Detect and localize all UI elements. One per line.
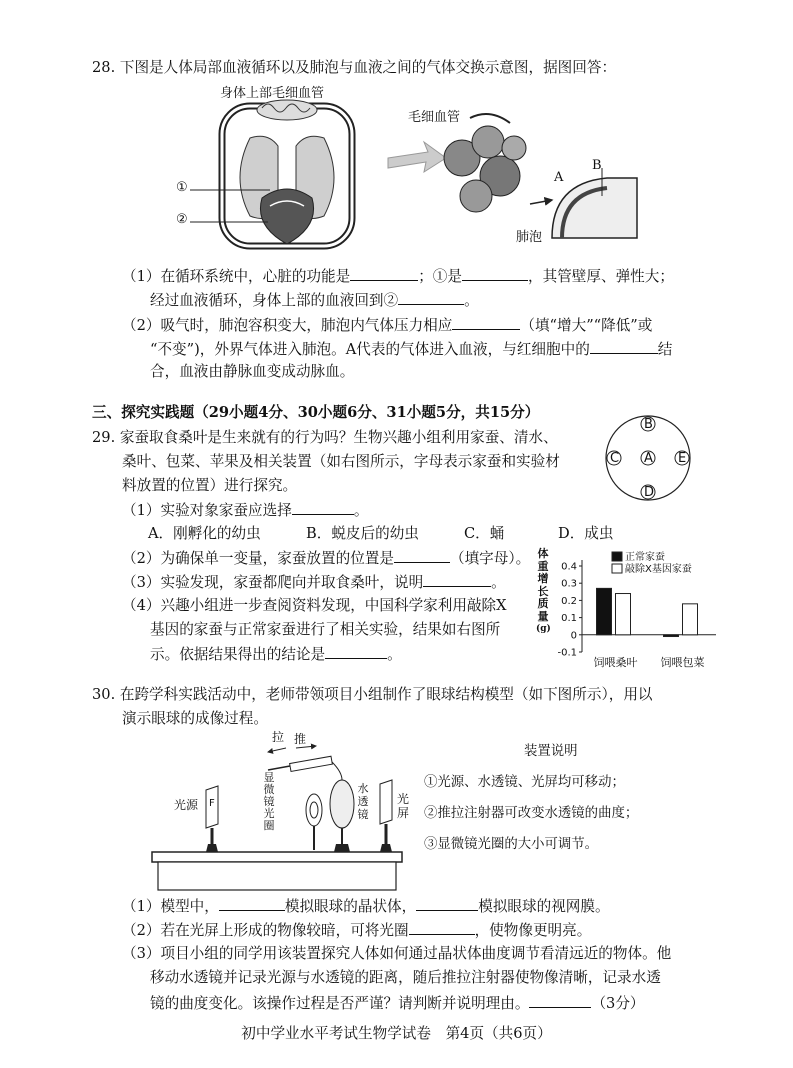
fig-aperture-label: 显 微 镜 光 圈 bbox=[263, 771, 275, 832]
answer-blank[interactable] bbox=[452, 315, 520, 330]
circulation-diagram bbox=[170, 78, 640, 258]
ylabel-char: 长 bbox=[537, 584, 549, 598]
legend-label: 敲除X基因家蚕 bbox=[625, 564, 692, 575]
fig-A-label: A bbox=[554, 170, 564, 185]
q29-p2 bbox=[122, 548, 530, 569]
q30-p3-score: （3分） bbox=[591, 995, 645, 1012]
dish-E: E bbox=[678, 451, 687, 466]
q29-stem1: 29. 家蚕取食桑叶是生来就有的行为吗？生物兴趣小组利用家蚕、清水、 bbox=[92, 429, 558, 446]
ylabel-char: 体 bbox=[537, 547, 549, 560]
answer-blank[interactable] bbox=[219, 896, 285, 911]
answer-blank[interactable] bbox=[409, 920, 475, 935]
dish-A: A bbox=[644, 451, 653, 466]
q30-p3-line1: （3）项目小组的同学用该装置探究人体如何通过晶状体曲度调节看清远近的物体。他 bbox=[122, 945, 672, 962]
note-1: ①光源、水透镜、光屏均可移动； bbox=[424, 775, 625, 790]
q30-p1-text-a: （1）模型中， bbox=[122, 898, 219, 915]
notes-title: 装置说明 bbox=[524, 744, 578, 759]
q29-p4-line1: （4）兴趣小组进一步查阅资料发现，中国科学家利用敲除X bbox=[122, 597, 507, 614]
dish-C: C bbox=[610, 451, 620, 466]
fig-push-label: 推 bbox=[294, 732, 307, 746]
q29-p4-end: 。 bbox=[387, 646, 402, 663]
answer-blank[interactable] bbox=[416, 896, 478, 911]
q29-p3-text: （3）实验发现，家蚕都爬向并取食桑叶，说明 bbox=[122, 574, 424, 591]
bar bbox=[616, 594, 631, 635]
q30-p2 bbox=[122, 920, 591, 941]
q29-p1-end: 。 bbox=[353, 502, 369, 519]
y-tick-label: 0.1 bbox=[561, 613, 577, 625]
q28-p2-line2 bbox=[150, 339, 672, 360]
eye-model-figure bbox=[150, 728, 420, 898]
ylabel-char: (g) bbox=[536, 624, 551, 634]
answer-blank[interactable] bbox=[350, 266, 418, 281]
answer-blank[interactable] bbox=[325, 644, 387, 659]
q29-p1 bbox=[122, 500, 368, 521]
answer-blank[interactable] bbox=[398, 290, 464, 305]
q30-p2-text-a: （2）若在光屏上形成的物像较暗，可将光圈 bbox=[122, 922, 409, 939]
legend-swatch bbox=[612, 564, 622, 573]
y-tick-label: 0 bbox=[570, 630, 577, 642]
q28-p2-text-d: 结 bbox=[657, 341, 673, 358]
ylabel-char: 重 bbox=[537, 559, 549, 573]
q30-stem2: 演示眼球的成像过程。 bbox=[122, 710, 268, 727]
q28-p1-line2 bbox=[150, 290, 479, 311]
y-tick-label: 0.2 bbox=[561, 595, 577, 607]
q28-p2-text-b: （填“增大”“降低”或 bbox=[520, 317, 653, 334]
fig-alveolus-label: 肺泡 bbox=[516, 230, 543, 245]
fig-top-label: 身体上部毛细血管 bbox=[220, 86, 325, 101]
q29-p2-text: （2）为确保单一变量，家蚕放置的位置是 bbox=[122, 550, 394, 567]
q28-p1-text-d: 经过血液循环，身体上部的血液回到② bbox=[150, 292, 399, 309]
option-c[interactable]: C．蛹 bbox=[464, 525, 505, 542]
q28-p1-text-e: 。 bbox=[464, 292, 479, 309]
category-label: 饲喂包菜 bbox=[660, 656, 705, 669]
bar bbox=[664, 635, 679, 637]
option-a[interactable]: A．刚孵化的幼虫 bbox=[148, 525, 261, 542]
q29-p4-line2: 基因的家蚕与正常家蚕进行了相关实验，结果如右图所 bbox=[150, 621, 501, 638]
device-notes bbox=[424, 736, 714, 860]
answer-blank[interactable] bbox=[462, 266, 528, 281]
q30-p1-text-c: 模拟眼球的视网膜。 bbox=[478, 898, 610, 915]
q29-p4-line3 bbox=[150, 644, 402, 665]
q29-p3 bbox=[122, 572, 506, 593]
q30-p3-line3 bbox=[150, 993, 645, 1014]
q28-p1-text-a: （1）在循环系统中，心脏的功能是 bbox=[122, 268, 351, 285]
q28-p1-text-b: ；①是 bbox=[418, 268, 462, 285]
dish-D: D bbox=[644, 485, 655, 500]
q28-figure bbox=[170, 78, 640, 258]
q30-p3-line2: 移动水透镜并记录光源与水透镜的距离，随后推拉注射器使物像清晰，记录水透 bbox=[150, 969, 661, 986]
q29-stem3: 料放置的位置）进行探究。 bbox=[122, 477, 298, 494]
section3-heading: 三、探究实践题（29小题4分、30小题6分、31小题5分，共15分） bbox=[92, 404, 540, 421]
q28-p2-line3: 合，血液由静脉血变成动脉血。 bbox=[150, 363, 355, 380]
q30-p1-text-b: 模拟眼球的晶状体， bbox=[284, 898, 417, 915]
bar bbox=[597, 588, 612, 634]
answer-blank[interactable] bbox=[529, 993, 591, 1008]
q30-p3-text: 镜的曲度变化。该操作过程是否严谨？请判断并说明理由。 bbox=[150, 995, 530, 1012]
petri-dish bbox=[604, 414, 692, 502]
note-2: ②推拉注射器可改变水透镜的曲度； bbox=[424, 806, 639, 821]
fig-capillary-label: 毛细血管 bbox=[408, 110, 461, 125]
y-tick-label: 0.3 bbox=[561, 578, 577, 590]
option-b[interactable]: B．蜕皮后的幼虫 bbox=[306, 525, 419, 542]
q30-stem1: 30. 在跨学科实践活动中，老师带领项目小组制作了眼球结构模型（如下图所示），用以 bbox=[92, 686, 653, 703]
dish-B: B bbox=[644, 417, 653, 432]
bar bbox=[683, 604, 698, 635]
fig-F-label: F bbox=[209, 798, 215, 809]
q28-p1-line1 bbox=[122, 266, 674, 287]
q28-stem: 28. 下图是人体局部血液循环以及肺泡与血液之间的气体交换示意图，据图回答： bbox=[92, 59, 617, 76]
fig-waterlens-label: 水 透 镜 bbox=[357, 782, 369, 821]
legend-label: 正常家蚕 bbox=[625, 552, 665, 563]
q28-p2-text-c: “不变”)，外界气体进入肺泡。A代表的气体进入血液，与红细胞中的 bbox=[150, 341, 590, 358]
q29-p4-text: 示。依据结果得出的结论是 bbox=[150, 646, 326, 663]
category-label: 饲喂桑叶 bbox=[593, 656, 638, 669]
q28-p1-text-c: ，其管壁厚、弹性大； bbox=[528, 268, 674, 285]
page-footer: 初中学业水平考试生物学试卷 第4页（共6页） bbox=[241, 1025, 552, 1042]
answer-blank[interactable] bbox=[590, 339, 658, 354]
q29-stem2: 桑叶、包菜、苹果及相关装置（如右图所示，字母表示家蚕和实验材 bbox=[122, 453, 560, 470]
fig-pull-label: 拉 bbox=[272, 730, 285, 744]
fig-B-label: B bbox=[592, 158, 602, 173]
y-tick-label: 0.4 bbox=[561, 561, 577, 573]
legend-swatch bbox=[612, 552, 622, 561]
q30-p1 bbox=[122, 896, 610, 917]
q28-p2-text-a: （2）吸气时，肺泡容积变大，肺泡内气体压力相应 bbox=[122, 317, 453, 334]
ylabel-char: 增 bbox=[537, 572, 549, 585]
answer-blank[interactable] bbox=[394, 548, 450, 563]
q28-p2-line1 bbox=[122, 315, 652, 336]
answer-blank[interactable] bbox=[292, 500, 354, 515]
fig-label-1: ① bbox=[176, 180, 188, 195]
q29-p1-text: （1）实验对象家蚕应选择 bbox=[122, 502, 292, 519]
ylabel-char: 量 bbox=[537, 609, 549, 623]
y-tick-label: -0.1 bbox=[557, 647, 577, 659]
q29-p2-end: （填字母）。 bbox=[449, 550, 531, 567]
fig-label-2: ② bbox=[176, 212, 188, 227]
q29-p3-end: 。 bbox=[491, 574, 506, 591]
q30-p2-text-b: ，使物像更明亮。 bbox=[474, 922, 592, 939]
fig-source-label: 光源 bbox=[174, 798, 199, 812]
ylabel-char: 质 bbox=[537, 597, 549, 610]
option-d[interactable]: D．成虫 bbox=[558, 525, 614, 542]
note-3: ③显微镜光圈的大小可调节。 bbox=[424, 837, 599, 852]
answer-blank[interactable] bbox=[423, 572, 491, 587]
fig-screen-label: 光 屏 bbox=[396, 792, 409, 820]
bar-chart bbox=[536, 548, 720, 678]
